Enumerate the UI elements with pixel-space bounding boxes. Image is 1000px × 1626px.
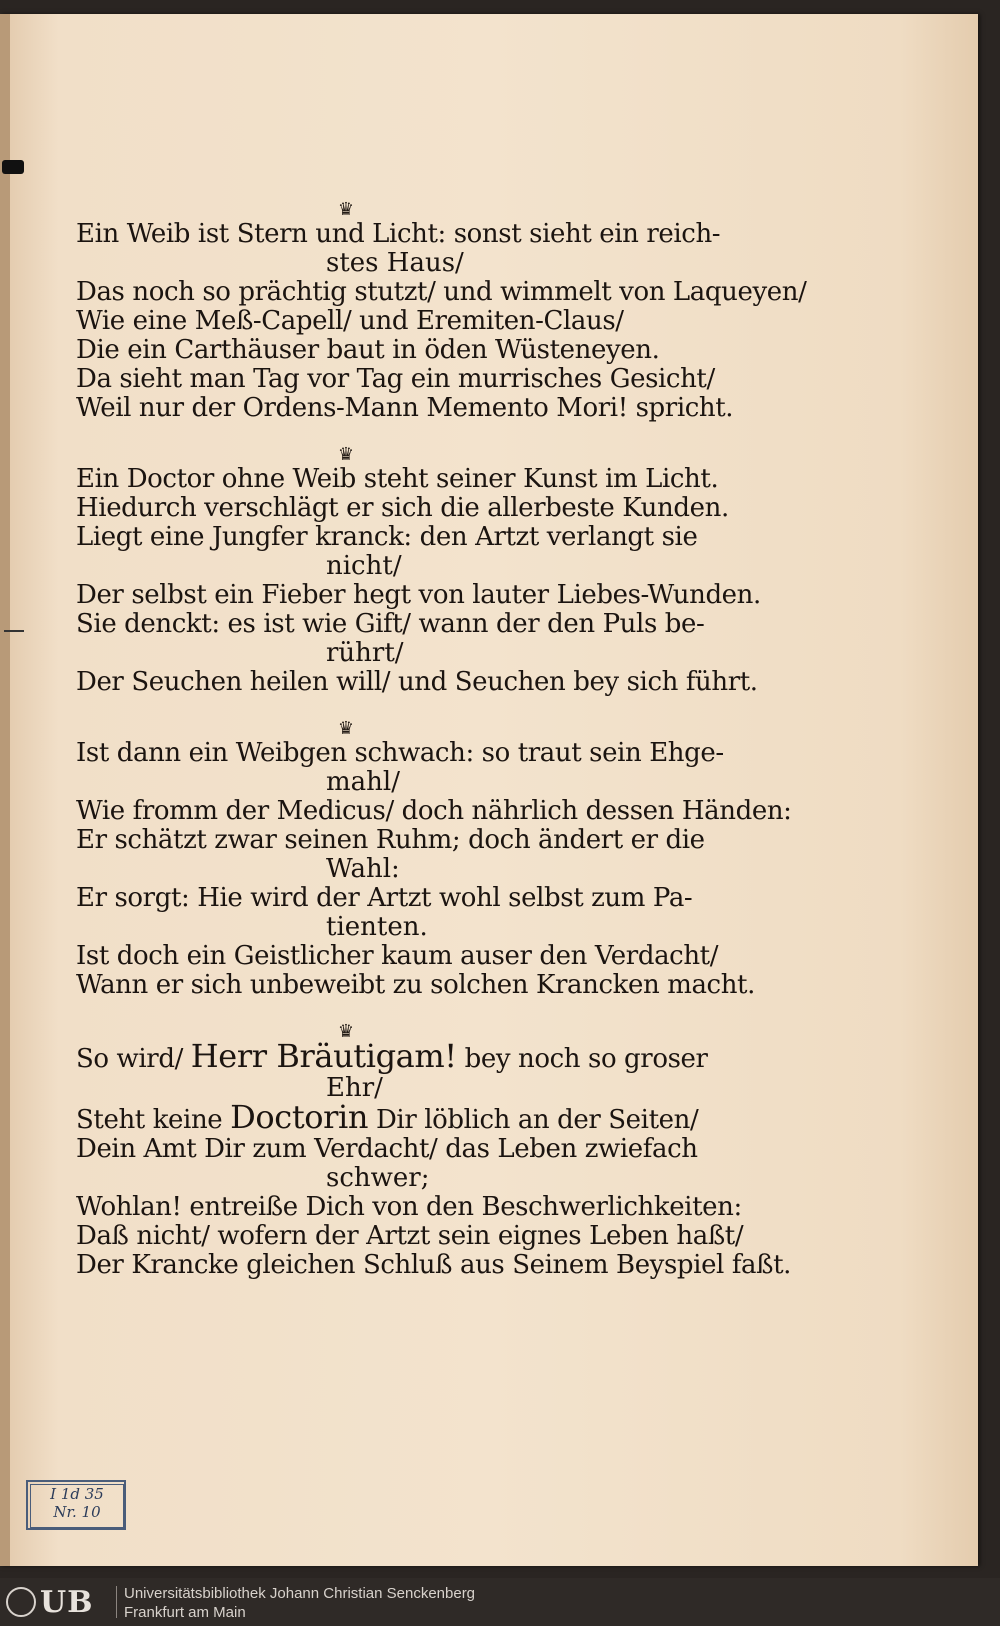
- stanza-2: [76, 444, 761, 697]
- stanza-1: [76, 199, 807, 423]
- verse-continuation: nicht/: [326, 551, 402, 581]
- crown-ornament-icon: ♛: [337, 444, 355, 465]
- library-stamp: [26, 1480, 126, 1530]
- verse-line: Ist dann ein Weibgen schwach: so traut sein Ehge-: [76, 738, 724, 768]
- verse-continuation: mahl/: [326, 767, 400, 797]
- stanza-4: [76, 1021, 792, 1280]
- verse-line: Da sieht man Tag vor Tag ein murrisches Gesicht/: [76, 364, 715, 394]
- verse-continuation: schwer;: [326, 1163, 430, 1193]
- ub-logo[interactable]: [6, 1584, 116, 1620]
- verse-continuation: stes Haus/: [326, 248, 464, 278]
- crown-ornament-icon: ♛: [337, 718, 355, 739]
- stamp-frame: [30, 1484, 124, 1528]
- verse-line: Sie denckt: es ist wie Gift/ wann der den Puls be-: [76, 609, 705, 639]
- verse-line: Wohlan! entreiße Dich von den Beschwerlichkeiten:: [76, 1192, 742, 1222]
- verse-line: Ist doch ein Geistlicher kaum auser den Verdacht/: [76, 941, 719, 971]
- emphasized-name: Herr Bräutigam!: [190, 1037, 457, 1075]
- stamp-number: Nr. 10: [53, 1503, 101, 1521]
- verse-line: Der Krancke gleichen Schluß aus Seinem Beyspiel faßt.: [76, 1250, 792, 1280]
- verse-line: Liegt eine Jungfer kranck: den Artzt verlangt sie: [76, 522, 698, 552]
- library-name-line2: Frankfurt am Main: [124, 1604, 246, 1621]
- stamp-shelfmark: I 1d 35: [50, 1485, 104, 1503]
- verse-line: Daß nicht/ wofern der Artzt sein eignes Leben haßt/: [76, 1221, 744, 1251]
- footer-bar: [0, 1578, 1000, 1626]
- verse-line: Der selbst ein Fieber hegt von lauter Liebes-Wunden.: [76, 580, 761, 610]
- poem-text: [76, 199, 807, 1302]
- verse-line: [76, 1098, 699, 1136]
- verse-line: Er schätzt zwar seinen Ruhm; doch ändert er die: [76, 825, 705, 855]
- verse-text: So wird/: [76, 1044, 191, 1074]
- verse-line: Er sorgt: Hie wird der Artzt wohl selbst zum Pa-: [76, 883, 693, 913]
- seal-icon: [6, 1587, 36, 1617]
- verse-line: Wann er sich unbeweibt zu solchen Krancken macht.: [76, 970, 755, 1000]
- verse-line: Das noch so prächtig stutzt/ und wimmelt von Laqueyen/: [76, 277, 807, 307]
- crown-ornament-icon: ♛: [337, 199, 355, 220]
- crown-ornament-icon: ♛: [337, 1021, 355, 1042]
- verse-line: Weil nur der Ordens-Mann Memento Mori! spricht.: [76, 393, 734, 423]
- verse-line: Wie eine Meß-Capell/ und Eremiten-Claus/: [76, 306, 624, 336]
- verse-text: bey noch so groser: [456, 1044, 708, 1074]
- verse-line: Der Seuchen heilen will/ und Seuchen bey sich führt.: [76, 667, 758, 697]
- emphasized-word: Doctorin: [230, 1098, 369, 1136]
- verse-line: Ein Weib ist Stern und Licht: sonst sieht ein reich-: [76, 219, 721, 249]
- verse-text: Dir löblich an der Seiten/: [368, 1105, 699, 1135]
- page-edge: [0, 14, 10, 1566]
- verse-continuation: tienten.: [326, 912, 428, 942]
- verse-line: Die ein Carthäuser baut in öden Wüsteneyen.: [76, 335, 660, 365]
- verse-line: Hiedurch verschlägt er sich die allerbeste Kunden.: [76, 493, 729, 523]
- ink-dash: [4, 630, 24, 632]
- verse-text: Steht keine: [76, 1105, 231, 1135]
- verse-continuation: Wahl:: [326, 854, 400, 884]
- verse-line: [76, 1037, 708, 1075]
- library-name-line1: Universitätsbibliothek Johann Christian Senckenberg: [124, 1585, 476, 1602]
- logo-text: UB: [40, 1584, 94, 1620]
- stanza-3: [76, 718, 792, 1000]
- verse-continuation: Ehr/: [326, 1073, 383, 1103]
- library-name: [124, 1584, 475, 1622]
- verse-line: Ein Doctor ohne Weib steht seiner Kunst im Licht.: [76, 464, 719, 494]
- ink-mark: [2, 160, 24, 174]
- verse-continuation: rührt/: [326, 638, 404, 668]
- verse-line: Dein Amt Dir zum Verdacht/ das Leben zwiefach: [76, 1134, 698, 1164]
- footer-divider: [116, 1586, 117, 1618]
- verse-line: Wie fromm der Medicus/ doch nährlich dessen Händen:: [76, 796, 792, 826]
